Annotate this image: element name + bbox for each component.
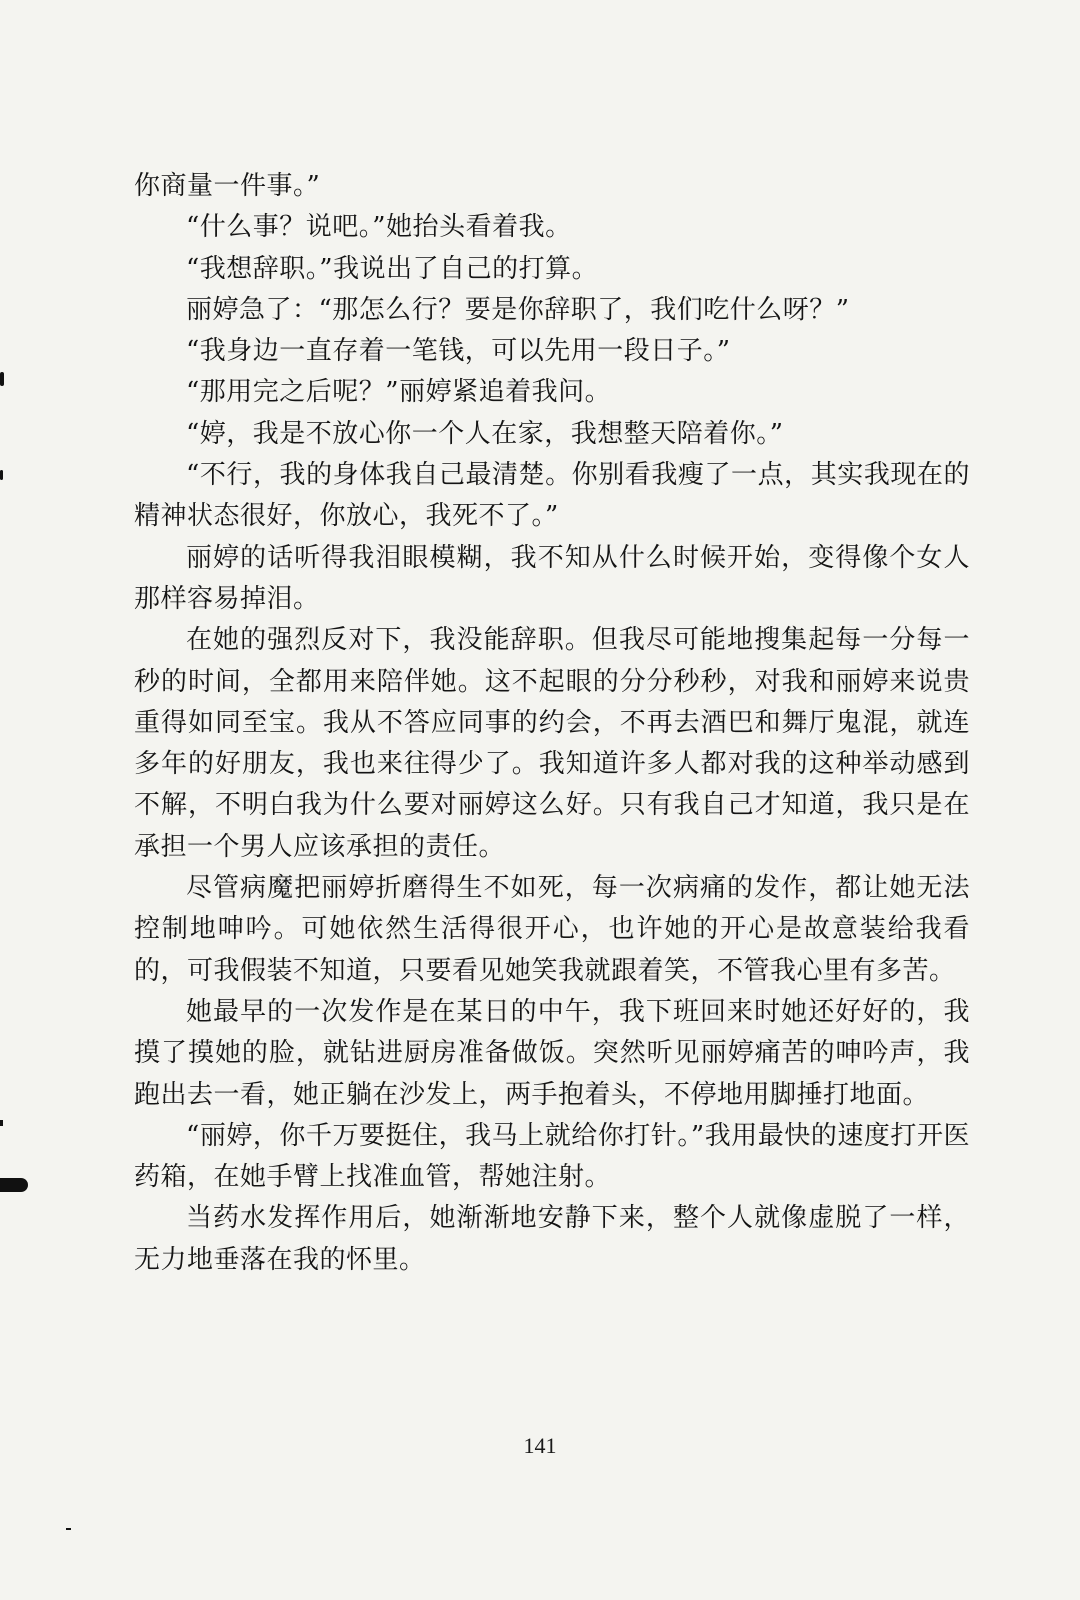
paragraph: 当药水发挥作用后，她渐渐地安静下来，整个人就像虚脱了一样，无力地垂落在我的怀里。 — [134, 1203, 970, 1275]
scan-artifact — [66, 1528, 71, 1530]
paragraph: “我身边一直存着一笔钱，可以先用一段日子。” — [186, 336, 731, 367]
body-text — [134, 166, 970, 1281]
paragraph: “那用完之后呢？”丽婷紧追着我问。 — [186, 377, 612, 408]
paragraph: 她最早的一次发作是在某日的中午，我下班回来时她还好好的，我摸了摸她的脸，就钻进厨房准备做饭。突然听见丽婷痛苦的呻吟声，我跑出去一看，她正躺在沙发上，两手抱着头，不停地用脚捶打地面。 — [134, 996, 970, 1110]
paragraph: 尽管病魔把丽婷折磨得生不如死，每一次病痛的发作，都让她无法控制地呻吟。可她依然生活得很开心，也许她的开心是故意装给我看的，可我假装不知道，只要看见她笑我就跟着笑，不管我心里有多苦。 — [134, 873, 970, 986]
paragraph: 你商量一件事。” — [134, 171, 321, 201]
scan-artifact — [0, 372, 4, 386]
paragraph: “我想辞职。”我说出了自己的打算。 — [186, 253, 599, 284]
paragraph: “什么事？说吧。”她抬头看着我。 — [186, 212, 572, 243]
scan-artifact — [0, 1120, 3, 1126]
page-number: 141 — [523, 1433, 557, 1458]
paragraph: 丽婷的话听得我泪眼模糊，我不知从什么时候开始，变得像个女人那样容易掉泪。 — [134, 542, 970, 614]
scan-artifact — [0, 470, 3, 480]
paragraph: “婷，我是不放心你一个人在家，我想整天陪着你。” — [186, 418, 784, 449]
paragraph: 丽婷急了：“那怎么行？要是你辞职了，我们吃什么呀？” — [186, 294, 850, 325]
paragraph: “丽婷，你千万要挺住，我马上就给你打针。”我用最快的速度打开医药箱，在她手臂上找准血管，帮她注射。 — [134, 1120, 970, 1193]
paragraph: 在她的强烈反对下，我没能辞职。但我尽可能地搜集起每一分每一秒的时间，全都用来陪伴她。这不起眼的分分秒秒，对我和丽婷来说贵重得如同至宝。我从不答应同事的约会，不再去酒巴和舞厅鬼混，就连多年的好朋友，我也来往得少了。我知道许多人都对我的这种举动感到不解，不明白我为什么要对丽婷这么好。只有我自己才知道，我只是在承担一个男人应该承担的责任。 — [134, 625, 970, 862]
scan-artifact — [0, 1178, 28, 1192]
paragraph: “不行，我的身体我自己最清楚。你别看我瘦了一点，其实我现在的精神状态很好，你放心，我死不了。” — [134, 460, 970, 532]
